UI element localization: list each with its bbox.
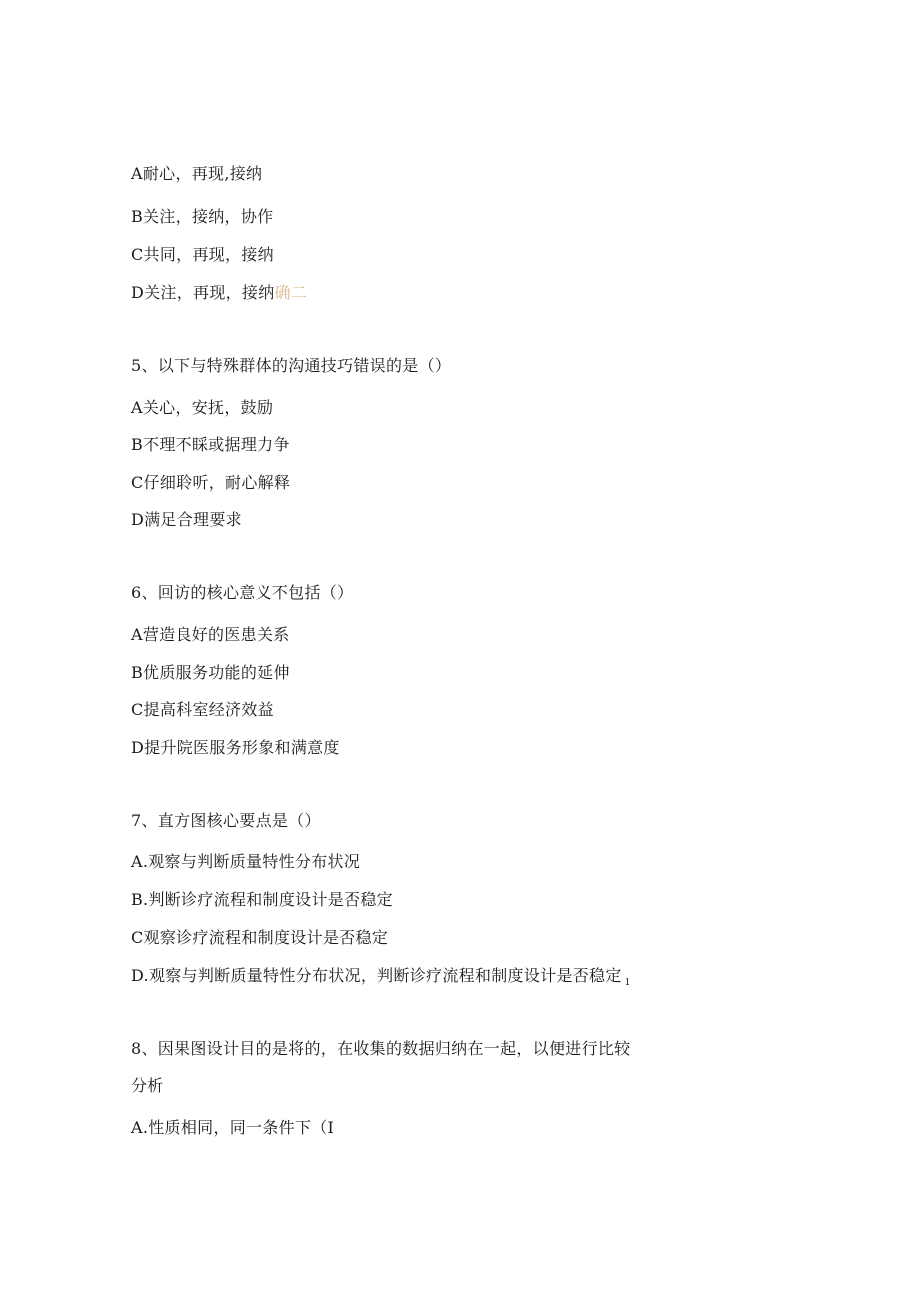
q4-option-a: A耐心，再现,接纳	[131, 164, 263, 183]
q6-option-b: B优质服务功能的延伸	[131, 663, 290, 682]
q8-question-line2: 分析	[131, 1076, 164, 1095]
q7-option-d-text: D.观察与判断质量特性分布状况，判断诊疗流程和制度设计是否稳定	[131, 966, 622, 985]
q4-option-b: B关注，接纳，协作	[131, 207, 274, 226]
q5-option-d: D满足合理要求	[131, 510, 242, 529]
q8-option-a: A.性质相同，同一条件下（I	[131, 1118, 335, 1137]
q7-question: 7、直方图核心要点是（）	[131, 811, 321, 830]
q4-option-c: C共同，再现，接纳	[131, 245, 274, 264]
q7-option-b: B.判断诊疗流程和制度设计是否稳定	[131, 890, 393, 909]
q7-option-a: A.观察与判断质量特性分布状况	[131, 852, 361, 871]
q6-option-c: C提高科室经济效益	[131, 700, 274, 719]
q8-question-line1: 8、因果图设计目的是将的，在收集的数据归纳在一起，以便进行比较	[131, 1039, 631, 1058]
q6-option-a: A营造良好的医患关系	[131, 625, 290, 644]
q7-option-c: C观察诊疗流程和制度设计是否稳定	[131, 928, 389, 947]
q6-option-d: D提升院医服务形象和满意度	[131, 738, 340, 757]
q5-option-b: B不理不睬或据理力争	[131, 435, 290, 454]
q5-question: 5、以下与特殊群体的沟通技巧错误的是（）	[131, 356, 452, 375]
q6-question: 6、回访的核心意义不包括（）	[131, 583, 354, 602]
q4-answer-note: 确二	[274, 283, 308, 302]
q4-option-d-text: D关注，再现，接纳	[131, 283, 275, 302]
q7-option-d-mark: 1	[624, 978, 631, 988]
q5-option-c: C仔细聆听，耐心解释	[131, 473, 291, 492]
q5-option-a: A关心，安抚，鼓励	[131, 398, 274, 417]
q4-option-d	[131, 283, 307, 303]
q7-option-d	[131, 966, 631, 993]
